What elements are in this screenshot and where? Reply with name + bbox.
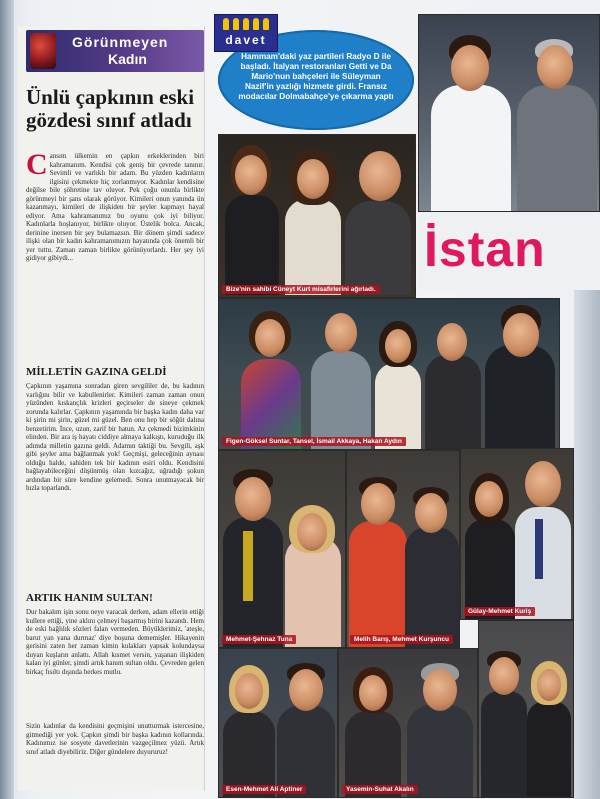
caption-kursuncu: Melih Barış, Mehmet Kurşuncu	[350, 635, 453, 644]
caption-kuris: Gülay-Mehmet Kuriş	[464, 607, 535, 616]
photo-aptiner	[218, 648, 338, 798]
column-subhead-1: MİLLETİN GAZINA GELDİ	[26, 366, 167, 378]
column-paragraph-2: Çapkının yaşamına sonradan giren sevgililer de, bu kadının varlığını bilir ve kabullenirler. Kimileri zaman zaman onun yüzünden kıskançlık krizleri geçirseler de sineye çekmek zorunda kalırlar. Çapkının yaşamında bir başka kadın daha var ki şirin mi şirin, güzel mi güzel. Ben onu hep bir söğüt dalına benzetirim. İnce, uzun, zarif bir hatun. Az çekmedi bizimkinin elinden. Bir ara iş hayatı ciddiye almaya kalkıştı, kuruduğu ilk adımda milletin gazına geldi. Adamın taktiği bu. Sevgili, aşk gibi şeyler ama bağlanmak yok! Geçmişi, geleceğinin aynası olduğu halde, sahiden tek bir kadının esiri oldu. Kendisini bağlayabileceğini düşünmüş olan kızcağız, uğradığı şokun ardından bir süre kendine gelemedi. Sonra unutmayacak bir hızla toparlandı.	[26, 382, 204, 492]
istanbul-banner	[418, 212, 600, 290]
photo-two-men	[418, 14, 600, 212]
column-paragraph-3: Dur bakalım işin sonu neye varacak derken, adam ellerin ettiği kullere ettiği, yine aklını çelmeyi başarmış birini kazandı. Hem de eski bağlılık sözleri falan vermeden. Büyüklerimiz, 'ateşle, barut yan yana durmaz' diye boşuna dememişler. Hikayenin gerisini zaten her zaman kimin kulakları yapsak kolundaysa duyan kuşların anlattı. Allah kısmet versin, yaşanan ilişkiden kalan iyi günler, şimdi artık hanım sultan oldu. Çevreden gelen birkaç fısıltı dışında herkes mutlu.	[26, 608, 204, 676]
dropcap: C	[26, 152, 48, 181]
photo-tuna	[218, 450, 346, 648]
column-logo-line2: Kadın	[108, 51, 147, 67]
davet-logo	[214, 14, 278, 52]
caption-aptiner: Esen-Mehmet Ali Aptiner	[222, 785, 306, 794]
column-paragraph-1	[26, 152, 204, 362]
photo-kuris	[460, 448, 574, 620]
column-headline: Ünlü çapkının eski gözdesi sınıf atladı	[26, 85, 195, 132]
column-logo-line1: Görünmeyen	[72, 34, 169, 50]
istanbul-text: İstan	[424, 221, 546, 277]
caption-group: Figen-Göksel Suntar, Tansel, İsmail Akkaya, Hakan Aydın	[222, 437, 406, 446]
caption-party-1: Bize'nin sahibi Cüneyt Kurt misafirlerini ağırladı.	[222, 285, 380, 294]
caption-akalin: Yasemin-Suhat Akalın	[342, 785, 418, 794]
davet-logo-text: davet	[225, 33, 267, 47]
photo-party-1	[218, 134, 416, 298]
masked-face-icon	[30, 33, 56, 69]
caption-tuna: Mehmet-Şehnaz Tuna	[222, 635, 296, 644]
page-edge	[574, 290, 600, 799]
page-spine	[0, 0, 14, 799]
column-logo	[26, 30, 204, 72]
photo-group	[218, 298, 560, 450]
photo-bottom-right	[478, 620, 574, 798]
people-icon	[221, 18, 271, 32]
davet-intro-text: Hammam'daki yaz partileri Radyo D ile başladı. İtalyan restoranları Getti ve Da Mario'nun bahçeleri ile Süleyman Nazif'in yazlığı hizmete girdi. Fransız modacılar Dolmabahçe'ye çıkarma yaptı	[238, 52, 394, 101]
column-paragraph-4: Sizin kadınlar da kendisini geçmişini unutturmak istercesine, gitmediği yer yok. Çapkın şimdi bir başka kadının kollarında. Kadınımız ise sosyete davetlerinin vazgeçilmez yüzü. Artık sınıf atladı diyebiliriz. Diğer gündelere duyururuz!	[26, 722, 204, 756]
photo-kursuncu	[346, 450, 460, 648]
column-subhead-2: ARTIK HANIM SULTAN!	[26, 592, 153, 604]
paragraph-1-text: ansım ülkemin en çapkın erkeklerinden biri kahramanım. Kendisi çok geniş bir çevrede tanınır. Sevimli ve varlıklı bir adam. Bu yüzden kadınların ilgisini çekmekte hiç zorlanmıyor. Kadınlar kendisine değilse bile şöhretine tav oluyor. Pek çoğu onunla birlikte görünmeyi bir şans olarak görüyor. Kimileri onun yanında ün kazanmayı, kimileri de ilişkiden bir şeyler kapmayı hayal ediyor. Ama kahramanımız bu oyunu çok iyi biliyor. Kadınlarla hoşlanıyor, birlikte oluyor. Üstelik bolca. Ancak, derinine inersen bir şey bulamazsın. Bir dönem şimdi sadece ilişki olan bir kadın kahramanımızın hayatında çok önemli bir yer tuttu. Zaman zaman birlikte görünüyorlardı. Her şey iyi gidiyor gibiydi...	[26, 152, 204, 262]
gossip-column	[18, 26, 205, 791]
photo-akalin	[338, 648, 478, 798]
